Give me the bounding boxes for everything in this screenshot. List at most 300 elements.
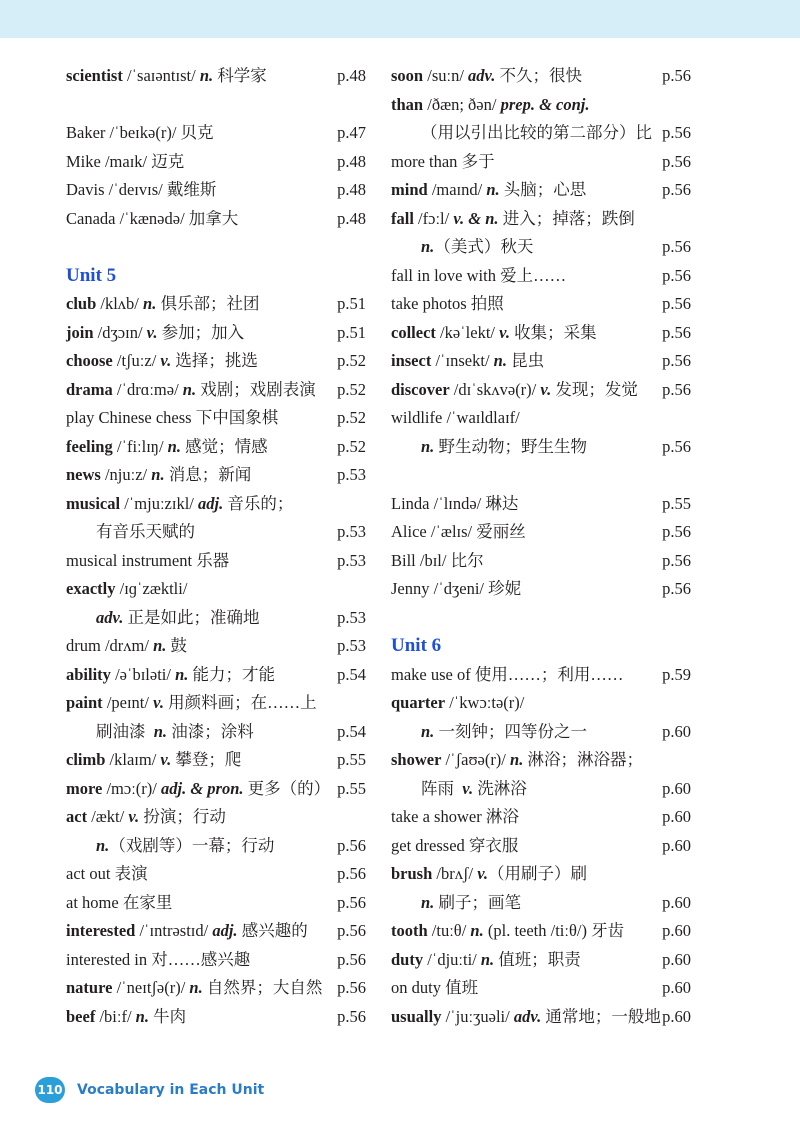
page-reference: p.56 xyxy=(337,921,366,940)
page-reference: p.60 xyxy=(662,921,691,940)
entry-text xyxy=(391,119,652,148)
pronunciation: /ɪɡˈzæktli/ xyxy=(115,579,188,598)
definition: 消息；新闻 xyxy=(164,465,252,484)
headword: exactly xyxy=(66,579,116,598)
part-of-speech: n. xyxy=(182,379,197,399)
definition: 迈克 xyxy=(151,151,185,171)
part-of-speech: v. xyxy=(160,351,172,370)
page-reference: p.52 xyxy=(337,379,366,399)
page-reference: p.55 xyxy=(662,493,691,513)
entry-text xyxy=(66,575,187,604)
definition: 自然界；大自然 xyxy=(202,978,323,997)
spacer xyxy=(66,233,366,262)
definition: 多于 xyxy=(461,151,495,171)
pronunciation: /ˈkwɔːtə(r)/ xyxy=(445,693,525,712)
entry-text xyxy=(66,547,229,576)
headword: act xyxy=(66,807,88,826)
page-reference: p.56 xyxy=(662,66,691,85)
definition: 收集；采集 xyxy=(509,322,597,342)
part-of-speech: adv. xyxy=(468,66,496,85)
entry-text xyxy=(391,91,590,120)
pronunciation: Linda /ˈlɪndə/ xyxy=(391,493,486,513)
definition: 戏剧；戏剧表演 xyxy=(196,379,316,399)
headword: climb xyxy=(66,750,106,769)
pronunciation: /kəˈlekt/ xyxy=(435,322,500,342)
headword: interested xyxy=(66,921,136,940)
entry-text xyxy=(391,376,638,405)
vocabulary-entry xyxy=(391,433,691,462)
entry-text xyxy=(66,176,216,205)
vocabulary-entry xyxy=(391,205,691,234)
definition: 头脑；心思 xyxy=(499,180,587,199)
entry-text xyxy=(66,347,258,376)
vocabulary-entry xyxy=(66,604,366,633)
entry-text xyxy=(66,461,251,490)
definition: 珍妮 xyxy=(488,579,522,598)
definition: 戴维斯 xyxy=(166,180,217,199)
vocabulary-entry xyxy=(66,176,366,205)
pronunciation: /suːn/ xyxy=(423,66,469,85)
page-reference: p.56 xyxy=(662,180,691,199)
entry-text xyxy=(66,1003,186,1032)
entry-text xyxy=(66,974,322,1003)
vocabulary-entry xyxy=(391,803,691,832)
definition: （用刷子）刷 xyxy=(488,864,588,883)
headword: fall xyxy=(391,208,414,228)
vocabulary-entry xyxy=(66,547,366,576)
part-of-speech: n. xyxy=(510,750,524,769)
page-reference: p.60 xyxy=(662,807,691,826)
vocabulary-entry xyxy=(391,689,691,718)
part-of-speech: adj. & pron. xyxy=(161,778,244,798)
pronunciation: /ðæn; ðən/ xyxy=(423,94,501,114)
pronunciation: /mɔː(r)/ xyxy=(102,778,161,798)
vocabulary-entry xyxy=(66,689,366,718)
page-reference: p.56 xyxy=(337,864,366,883)
entry-text xyxy=(391,917,624,946)
part-of-speech: v. xyxy=(499,322,510,342)
part-of-speech: adv. xyxy=(96,607,124,627)
entry-text xyxy=(391,803,519,832)
headword: more xyxy=(66,778,103,798)
pronunciation: /ˈfiːlɪŋ/ xyxy=(112,436,168,456)
definition: 刷子；画笔 xyxy=(434,892,521,912)
vocabulary-entry xyxy=(391,575,691,604)
vocabulary-entry xyxy=(391,148,691,177)
page-footer xyxy=(35,1077,264,1103)
vocabulary-entry xyxy=(391,119,691,148)
vocabulary-entry xyxy=(391,718,691,747)
page-reference: p.48 xyxy=(337,208,366,228)
page-reference: p.60 xyxy=(662,892,691,912)
definition: 音乐的； xyxy=(223,493,294,513)
definition: 对……感兴趣 xyxy=(151,949,251,969)
vocabulary-entry xyxy=(391,347,691,376)
part-of-speech: n. xyxy=(470,921,484,940)
headword: insect xyxy=(391,351,432,370)
page-reference: p.56 xyxy=(662,436,691,456)
page-reference: p.56 xyxy=(662,151,691,171)
pronunciation: /ækt/ xyxy=(87,807,129,826)
entry-text xyxy=(391,205,635,234)
pronunciation: /əˈbɪləti/ xyxy=(110,664,176,684)
pronunciation: more than xyxy=(391,151,462,171)
headword: paint xyxy=(66,693,103,712)
entry-text xyxy=(66,718,254,747)
headword: choose xyxy=(66,351,113,370)
pronunciation: /ˈneɪtʃə(r)/ xyxy=(112,978,190,997)
entry-text xyxy=(391,347,544,376)
part-of-speech: n. xyxy=(421,237,435,256)
definition: 穿衣服 xyxy=(468,835,519,855)
pronunciation: /fɔːl/ xyxy=(413,208,454,228)
page-reference: p.60 xyxy=(662,835,691,855)
pronunciation: Baker /ˈbeɪkə(r)/ xyxy=(66,123,181,142)
page-reference: p.47 xyxy=(337,123,366,142)
pronunciation: /ˈdrɑːmə/ xyxy=(112,379,183,399)
entry-text xyxy=(66,404,278,433)
definition: 选择；挑选 xyxy=(171,351,258,370)
pronunciation: Davis /ˈdeɪvɪs/ xyxy=(66,180,167,199)
definition: 贝克 xyxy=(180,123,214,142)
part-of-speech: n. xyxy=(143,294,157,313)
page-reference: p.54 xyxy=(337,721,366,741)
pronunciation: on duty xyxy=(391,978,446,997)
vocabulary-entry xyxy=(391,490,691,519)
vocabulary-entry xyxy=(66,889,366,918)
entry-text xyxy=(66,746,241,775)
headword: beef xyxy=(66,1006,96,1026)
headword: scientist xyxy=(66,66,123,85)
page-reference: p.53 xyxy=(337,636,366,655)
pronunciation: at home xyxy=(66,892,123,912)
unit-heading xyxy=(391,632,691,661)
definition: 阵雨 xyxy=(421,778,463,798)
definition: 值班；职责 xyxy=(494,949,581,969)
entry-text xyxy=(391,176,586,205)
pronunciation: /klaɪm/ xyxy=(105,750,161,769)
headword: feeling xyxy=(66,436,113,456)
vocabulary-entry xyxy=(66,917,366,946)
entry-text xyxy=(66,518,195,547)
part-of-speech: n. xyxy=(153,721,168,741)
top-color-band xyxy=(0,0,800,38)
vocabulary-entry xyxy=(391,262,691,291)
definition: 鼓 xyxy=(166,636,188,655)
definition: 洗淋浴 xyxy=(473,778,527,798)
definition: 淋浴；淋浴器； xyxy=(523,750,643,769)
part-of-speech: v. xyxy=(160,750,172,769)
entry-text xyxy=(66,775,330,804)
unit-heading xyxy=(66,262,366,291)
entry-text xyxy=(391,62,582,91)
vocabulary-entry xyxy=(66,148,366,177)
vocabulary-entry xyxy=(66,376,366,405)
page-reference: p.56 xyxy=(337,949,366,969)
pronunciation: Bill /bɪl/ xyxy=(391,550,451,570)
definition: 淋浴 xyxy=(485,807,519,826)
definition: 乐器 xyxy=(196,550,230,570)
pronunciation: /brʌʃ/ xyxy=(432,864,478,883)
pronunciation: /tuːθ/ xyxy=(427,921,471,940)
page-reference: p.60 xyxy=(662,1006,691,1026)
headword: quarter xyxy=(391,693,446,712)
page-reference: p.56 xyxy=(662,379,691,399)
page-reference: p.56 xyxy=(662,265,691,285)
definition: 爱丽丝 xyxy=(476,522,526,541)
page-reference: p.54 xyxy=(337,664,366,684)
definition: (pl. teeth /tiːθ/) 牙齿 xyxy=(483,921,625,940)
entry-text xyxy=(391,832,518,861)
page-reference: p.56 xyxy=(337,892,366,912)
vocabulary-entry xyxy=(66,290,366,319)
part-of-speech: v. xyxy=(153,693,164,712)
vocabulary-entry xyxy=(391,176,691,205)
part-of-speech: n. xyxy=(480,949,495,969)
definition: 爱上…… xyxy=(500,265,567,285)
pronunciation: act out xyxy=(66,864,115,883)
part-of-speech: adj. xyxy=(198,493,224,513)
unit-title: Unit 6 xyxy=(391,635,442,656)
definition: 下中国象棋 xyxy=(195,408,279,427)
vocabulary-entry xyxy=(66,205,366,234)
vocabulary-entry xyxy=(391,661,691,690)
headword: usually xyxy=(391,1006,442,1026)
vocabulary-entry xyxy=(391,547,691,576)
part-of-speech: v. xyxy=(146,322,158,342)
vocabulary-entry xyxy=(391,290,691,319)
entry-text xyxy=(391,860,587,889)
definition: 感兴趣的 xyxy=(237,921,308,940)
headword: ability xyxy=(66,664,111,684)
entry-text xyxy=(391,689,524,718)
definition: 一刻钟；四等份之一 xyxy=(434,721,587,741)
pronunciation: /ˈmjuːzɪkl/ xyxy=(120,493,199,513)
definition: 俱乐部；社团 xyxy=(156,294,260,313)
page-number-badge: 110 xyxy=(35,1077,65,1103)
vocabulary-entry xyxy=(391,889,691,918)
vocabulary-entry xyxy=(66,461,366,490)
headword: nature xyxy=(66,978,113,997)
part-of-speech: v. xyxy=(128,807,140,826)
entry-text xyxy=(66,433,268,462)
vocabulary-entry xyxy=(66,119,366,148)
vocabulary-entry xyxy=(391,319,691,348)
pronunciation: Jenny /ˈdʒeni/ xyxy=(391,579,489,598)
entry-text xyxy=(66,148,184,177)
pronunciation: /peɪnt/ xyxy=(102,693,154,712)
page-reference: p.59 xyxy=(662,664,691,684)
definition: 值班 xyxy=(445,978,479,997)
spacer xyxy=(66,91,366,120)
pronunciation: /ˈsaɪəntɪst/ xyxy=(122,66,200,85)
entry-text xyxy=(66,205,238,234)
definition: 油漆；涂料 xyxy=(167,721,254,741)
entry-text xyxy=(66,490,293,519)
page-reference: p.56 xyxy=(337,1006,366,1026)
page-reference: p.60 xyxy=(662,949,691,969)
pronunciation: /njuːz/ xyxy=(100,465,152,484)
entry-text xyxy=(66,889,172,918)
page-reference: p.48 xyxy=(337,66,366,85)
entry-text xyxy=(66,119,214,148)
pronunciation: /dʒɔɪn/ xyxy=(93,322,147,342)
entry-text xyxy=(66,661,275,690)
pronunciation: /biːf/ xyxy=(95,1006,136,1026)
definition: 进入；掉落；跌倒 xyxy=(498,208,635,228)
definition: 牛肉 xyxy=(148,1006,187,1026)
entry-text xyxy=(66,290,259,319)
entry-text xyxy=(391,974,478,1003)
pronunciation: fall in love with xyxy=(391,265,501,285)
spacer xyxy=(391,604,691,633)
part-of-speech: n. xyxy=(96,835,110,855)
vocabulary-entry xyxy=(66,347,366,376)
headword: duty xyxy=(391,949,424,969)
entry-text xyxy=(391,148,495,177)
pronunciation: Canada /ˈkænədə/ xyxy=(66,208,189,228)
part-of-speech: v. & n. xyxy=(453,208,499,228)
pronunciation: /ˈɪntrəstɪd/ xyxy=(135,921,213,940)
part-of-speech: n. xyxy=(493,351,507,370)
headword: club xyxy=(66,294,97,313)
entry-text xyxy=(66,803,226,832)
pronunciation: Mike /maɪk/ xyxy=(66,151,152,171)
entry-text xyxy=(66,689,317,718)
entry-text xyxy=(391,1003,661,1032)
spacer xyxy=(391,461,691,490)
pronunciation: drum /drʌm/ xyxy=(66,636,154,655)
vocabulary-entry xyxy=(66,575,366,604)
pronunciation: interested in xyxy=(66,949,152,969)
entry-text xyxy=(391,946,581,975)
page-reference: p.56 xyxy=(662,322,691,342)
page-reference: p.56 xyxy=(662,351,691,370)
definition: （用以引出比较的第二部分）比 xyxy=(421,123,652,142)
part-of-speech: adj. xyxy=(212,921,238,940)
vocabulary-entry xyxy=(391,860,691,889)
left-column xyxy=(66,62,366,1031)
pronunciation: Alice /ˈælɪs/ xyxy=(391,522,477,541)
vocabulary-entry xyxy=(66,746,366,775)
part-of-speech: n. xyxy=(189,978,203,997)
vocabulary-entry xyxy=(66,319,366,348)
vocabulary-entry xyxy=(66,946,366,975)
page-reference: p.52 xyxy=(337,408,366,427)
entry-text xyxy=(391,404,520,433)
part-of-speech: n. xyxy=(135,1006,149,1026)
definition: 比尔 xyxy=(450,550,484,570)
vocabulary-entry xyxy=(391,518,691,547)
part-of-speech: n. xyxy=(199,66,214,85)
vocabulary-entry xyxy=(391,917,691,946)
vocabulary-entry xyxy=(391,946,691,975)
pronunciation: /klʌb/ xyxy=(96,294,144,313)
page-reference: p.56 xyxy=(662,294,691,313)
definition: 不久；很快 xyxy=(495,66,583,85)
entry-text xyxy=(66,62,267,91)
vocabulary-entry xyxy=(391,775,691,804)
entry-text xyxy=(391,889,521,918)
part-of-speech: v. xyxy=(462,778,474,798)
entry-text xyxy=(66,860,148,889)
definition: 攀登；爬 xyxy=(171,750,242,769)
entry-text xyxy=(391,575,521,604)
definition: 有音乐天赋的 xyxy=(96,522,195,541)
page-reference: p.56 xyxy=(662,123,691,142)
entry-text xyxy=(66,917,308,946)
vocabulary-entry xyxy=(391,404,691,433)
entry-text xyxy=(391,290,504,319)
pronunciation: make use of xyxy=(391,664,475,684)
part-of-speech: v. xyxy=(540,379,552,399)
headword: news xyxy=(66,465,101,484)
definition: （美式）秋天 xyxy=(434,237,534,256)
part-of-speech: n. xyxy=(421,436,435,456)
definition: （戏剧等）一幕；行动 xyxy=(109,835,275,855)
pronunciation: /ˈdjuːti/ xyxy=(423,949,481,969)
vocabulary-entry xyxy=(66,62,366,91)
vocabulary-entry xyxy=(66,661,366,690)
vocabulary-entry xyxy=(391,91,691,120)
vocabulary-entry xyxy=(66,974,366,1003)
vocabulary-entry xyxy=(66,518,366,547)
entry-text xyxy=(391,547,484,576)
part-of-speech: n. xyxy=(421,721,435,741)
definition: 更多（的） xyxy=(243,778,331,798)
page-reference: p.48 xyxy=(337,180,366,199)
definition: 能力；才能 xyxy=(188,664,276,684)
pronunciation: take photos xyxy=(391,294,471,313)
entry-text xyxy=(66,946,250,975)
vocabulary-entry xyxy=(66,860,366,889)
headword: join xyxy=(66,322,94,342)
definition: 通常地；一般地 xyxy=(541,1006,661,1026)
headword: brush xyxy=(391,864,433,883)
vocabulary-entry xyxy=(66,718,366,747)
headword: musical xyxy=(66,493,121,513)
definition: 加拿大 xyxy=(188,208,239,228)
definition: 参加；加入 xyxy=(157,322,245,342)
headword: tooth xyxy=(391,921,428,940)
headword: drama xyxy=(66,379,113,399)
definition: 表演 xyxy=(114,864,148,883)
definition: 感觉；情感 xyxy=(180,436,268,456)
vocabulary-entry xyxy=(391,974,691,1003)
pronunciation: /maɪnd/ xyxy=(427,180,487,199)
entry-text xyxy=(66,604,259,633)
page-reference: p.53 xyxy=(337,550,366,570)
part-of-speech: n. xyxy=(486,180,500,199)
vocabulary-entry xyxy=(391,376,691,405)
page-reference: p.56 xyxy=(662,237,691,256)
vocabulary-entry xyxy=(66,832,366,861)
page-reference: p.55 xyxy=(337,778,366,798)
headword: shower xyxy=(391,750,442,769)
pronunciation: /tʃuːz/ xyxy=(112,351,161,370)
entry-text xyxy=(66,319,244,348)
entry-text xyxy=(391,661,623,690)
definition: 野生动物；野生生物 xyxy=(434,436,587,456)
right-column xyxy=(391,62,691,1031)
entry-text xyxy=(391,718,587,747)
vocabulary-entry xyxy=(66,775,366,804)
page-reference: p.56 xyxy=(337,835,366,855)
page-reference: p.51 xyxy=(337,322,366,342)
headword: discover xyxy=(391,379,450,399)
definition: 扮演；行动 xyxy=(139,807,226,826)
headword: soon xyxy=(391,66,424,85)
